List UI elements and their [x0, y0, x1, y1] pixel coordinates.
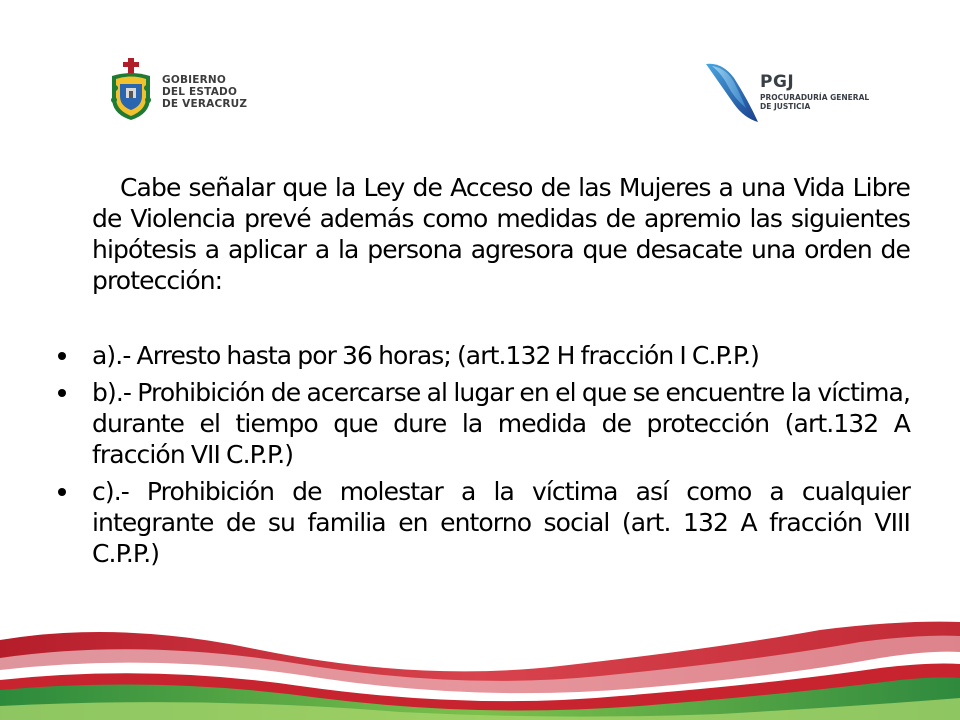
veracruz-government-logo [108, 58, 268, 124]
veracruz-coat-of-arms-icon [108, 58, 154, 122]
bullet-dot-icon [58, 488, 66, 496]
bullet-dot-icon [58, 389, 66, 397]
pgj-full-name [760, 93, 870, 111]
intro-paragraph: Cabe señalar que la Ley de Acceso de las Mujeres a una Vida Libre de Violencia prevé además como medidas de apremio las siguientes hipótesis a aplicar a la persona agresora que desacate una orden de protección: [92, 173, 910, 295]
veracruz-logo-line3: DE VERACRUZ [162, 98, 248, 110]
bullet-text-a: a).- Arresto hasta por 36 horas; (art.132 H fracción I C.P.P.) [92, 341, 760, 370]
veracruz-logo-text [162, 74, 272, 110]
pgj-swoosh-icon [704, 60, 764, 124]
bullet-list [58, 340, 910, 569]
bullet-item-b [58, 377, 910, 470]
bullet-item-c [58, 476, 910, 569]
decorative-waves [0, 620, 960, 720]
slide-content [58, 172, 910, 575]
pgj-logo [704, 60, 870, 124]
pgj-name-line2: DE JUSTICIA [760, 102, 811, 111]
bullet-text-c: c).- Prohibición de molestar a la víctima así como a cualquier integrante de su familia en entorno social (art. 132 A fracción VIII C.P.P.) [92, 477, 910, 568]
veracruz-logo-line2: DEL ESTADO [162, 86, 238, 98]
bullet-dot-icon [58, 352, 66, 360]
bullet-text-b: b).- Prohibición de acercarse al lugar en el que se encuentre la víctima, durante el tiempo que dure la medida de protección (art.132 A fracción VII C.P.P.) [92, 378, 910, 469]
bullet-item-a [58, 340, 910, 371]
pgj-abbreviation: PGJ [760, 72, 795, 92]
pgj-name-line1: PROCURADURÍA GENERAL [760, 93, 870, 102]
veracruz-logo-line1: GOBIERNO [162, 74, 227, 86]
